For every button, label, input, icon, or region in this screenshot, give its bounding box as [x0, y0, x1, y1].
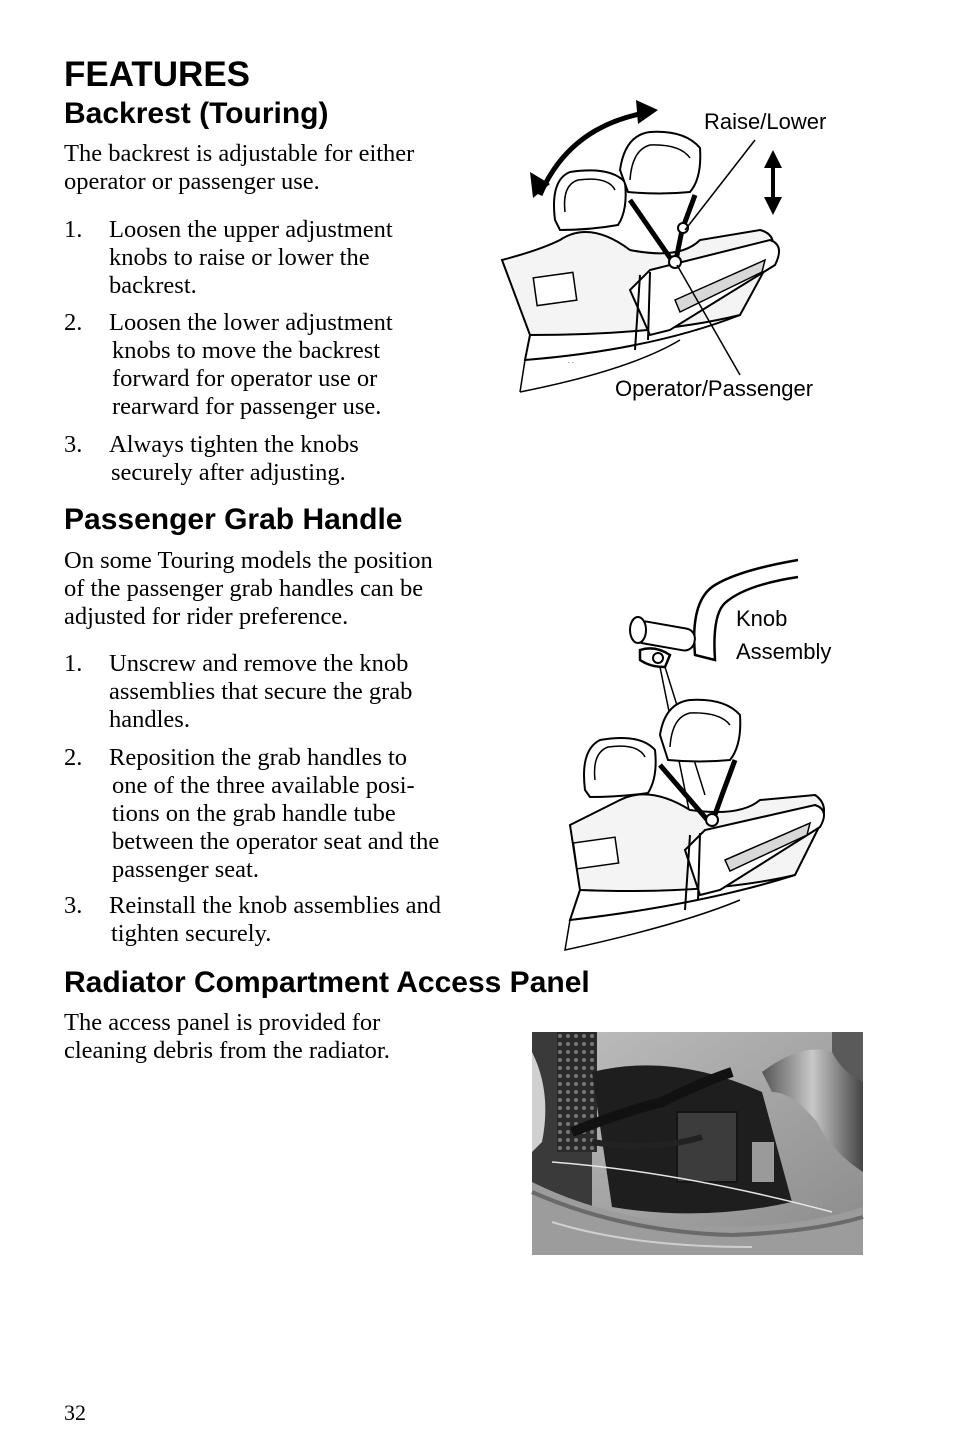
- backrest-illustration: [500, 100, 860, 400]
- text-line: securely after adjusting.: [111, 459, 346, 486]
- text-line: The access panel is provided for: [64, 1009, 381, 1036]
- step-text: [109, 216, 393, 300]
- knob-label: Knob: [736, 606, 788, 631]
- text-line: Loosen the lower adjustment: [109, 309, 393, 336]
- text-line: The backrest is adjustable for either: [64, 140, 415, 167]
- radiator-intro: [64, 1009, 390, 1065]
- step-number: 2.: [64, 744, 83, 771]
- text-line: passenger seat.: [112, 856, 259, 883]
- step-text: [109, 431, 359, 487]
- text-line: On some Touring models the position: [64, 547, 433, 574]
- raise-lower-label: Raise/Lower: [704, 109, 827, 134]
- assembly-label: Assembly: [736, 639, 832, 664]
- page-number: 32: [64, 1400, 86, 1425]
- svg-text:· ·: · ·: [568, 360, 574, 367]
- step-number: 2.: [64, 309, 83, 336]
- text-line: cleaning debris from the radiator.: [64, 1037, 390, 1064]
- radiator-photo: [532, 1032, 863, 1255]
- step-number: 1.: [64, 216, 83, 243]
- text-line: knobs to move the backrest: [112, 337, 381, 364]
- text-line: knobs to raise or lower the: [109, 244, 370, 271]
- text-line: Unscrew and remove the knob: [109, 650, 409, 677]
- backrest-heading: Backrest (Touring): [64, 97, 329, 130]
- text-line: Always tighten the knobs: [109, 431, 359, 458]
- grab-handle-heading: Passenger Grab Handle: [64, 503, 403, 536]
- text-line: operator or passenger use.: [64, 168, 320, 195]
- text-line: of the passenger grab handles can be: [64, 575, 424, 602]
- step-text: [109, 744, 439, 884]
- text-line: Reposition the grab handles to: [109, 744, 408, 771]
- text-line: Reinstall the knob assemblies and: [109, 892, 442, 919]
- step-text: [109, 892, 441, 948]
- grab-handle-illustration: [540, 555, 850, 955]
- text-line: rearward for passenger use.: [112, 393, 382, 420]
- grab-handle-intro: [64, 547, 433, 631]
- step-text: [109, 309, 393, 421]
- text-line: assemblies that secure the grab: [109, 678, 413, 705]
- text-line: adjusted for rider preference.: [64, 603, 349, 630]
- text-line: tions on the grab handle tube: [112, 800, 396, 827]
- page-title: FEATURES: [64, 55, 251, 94]
- text-line: tighten securely.: [111, 920, 272, 947]
- text-line: between the operator seat and the: [112, 828, 440, 855]
- step-number: 3.: [64, 431, 83, 458]
- step-number: 1.: [64, 650, 83, 677]
- text-line: forward for operator use or: [112, 365, 378, 392]
- radiator-heading: Radiator Compartment Access Panel: [64, 966, 590, 999]
- text-line: backrest.: [109, 272, 197, 299]
- operator-passenger-label: Operator/Passenger: [615, 376, 814, 401]
- backrest-intro: [64, 140, 414, 196]
- text-line: one of the three available posi-: [112, 772, 415, 799]
- step-text: [109, 650, 412, 734]
- text-line: handles.: [109, 706, 190, 733]
- step-number: 3.: [64, 892, 83, 919]
- text-line: Loosen the upper adjustment: [109, 216, 393, 243]
